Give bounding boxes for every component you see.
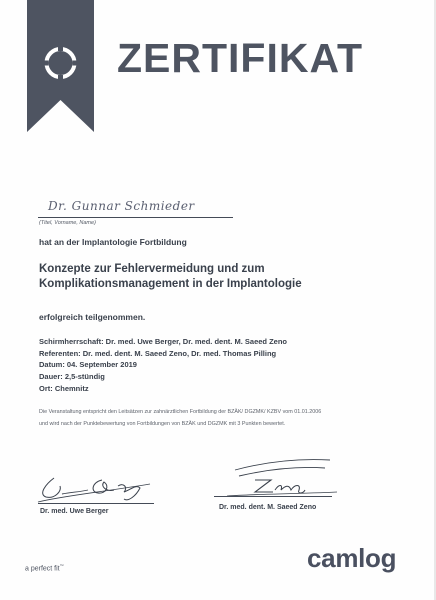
name-caption: (Titel, Vorname, Name) [39,220,96,226]
course-details [39,336,287,395]
brand-logo: camlog [307,543,397,573]
course-place: Ort: Chemnitz [39,383,89,393]
success-text: erfolgreich teilgenommen. [39,312,146,322]
accreditation-line-2: und wird nach der Punktebewertung von Fortbildungen von BZÄK und DGZMK mit 3 Punkten bewertet. [39,421,286,427]
course-title-line-1: Konzepte zur Fehlervermeidung und zum [39,263,265,275]
accreditation-line-1: Die Veranstaltung entspricht den Leitsätzen zur zahnärztlichen Fortbildung der BZÄK/ DGZMK/ KZBV vom 01.01.2006 [39,409,322,415]
signature-right-rule [214,496,332,497]
signature-left-rule [38,503,154,504]
course-date: Datum: 04. September 2019 [39,360,137,370]
course-duration: Dauer: 2,5-stündig [39,372,105,382]
signature-left-image [32,466,154,506]
certificate-title: ZERTIFIKAT [117,35,364,81]
tagline [25,563,64,572]
speakers: Referenten: Dr. med. dent. M. Saeed Zeno, Dr. med. Thomas Pilling [39,348,277,358]
patronage: Schirmherrschaft: Dr. med. Uwe Berger, Dr. med. dent. M. Saeed Zeno [39,337,287,346]
intro-text: hat an der Implantologie Fortbildung [39,237,187,247]
participant-name: Dr. Gunnar Schmieder [48,199,195,213]
name-underline [38,217,233,218]
participant-name-field [38,199,233,219]
signature-left-name: Dr. med. Uwe Berger [40,508,109,515]
signature-right-name: Dr. med. dent. M. Saeed Zeno [219,504,317,511]
course-title [39,262,369,292]
accreditation-note [39,406,419,430]
trademark-mark: ™ [59,563,64,568]
signature-right-image [225,452,340,502]
tagline-text: a perfect fit [25,565,60,573]
ribbon-banner [27,0,94,132]
course-title-line-2: Komplikationsmanagement in der Implantologie [39,278,302,290]
